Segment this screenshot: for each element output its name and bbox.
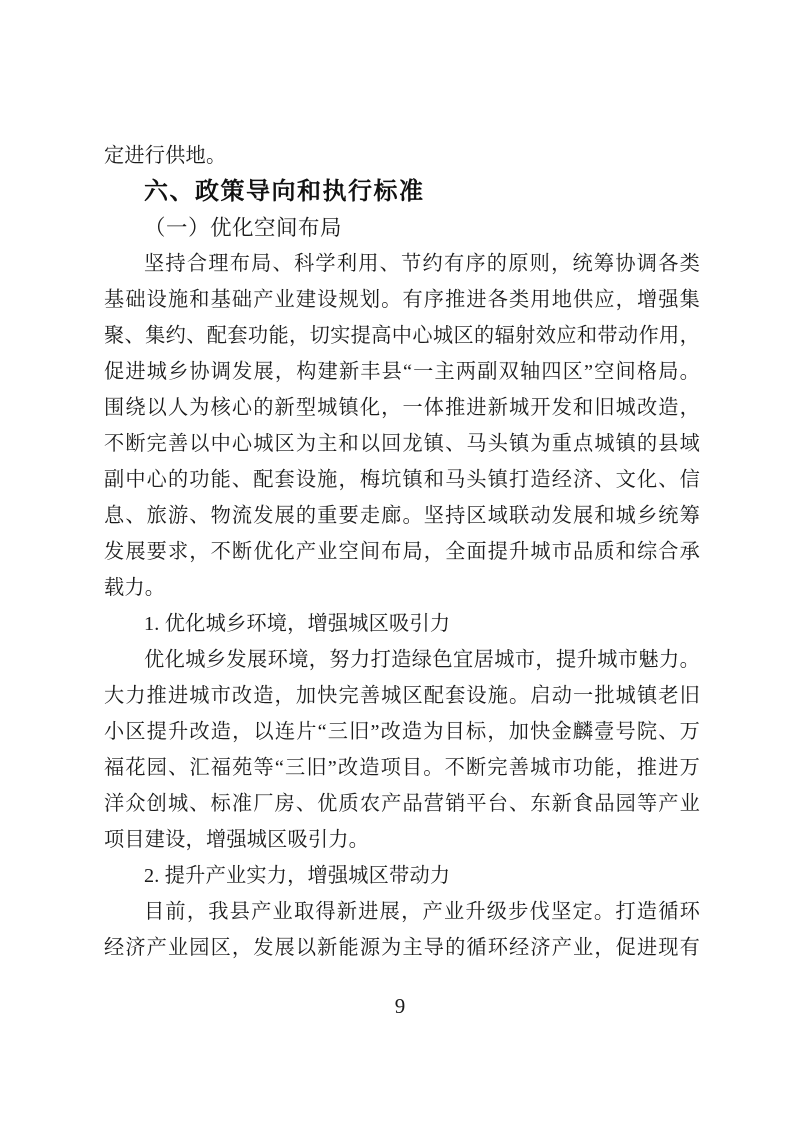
numbered-subheading: 2. 提升产业实力，增强城区带动力 — [144, 865, 451, 887]
text-line: 发展要求，不断优化产业空间布局，全面提升城市品质和综合承 — [104, 541, 700, 563]
text-line: 定进行供地。 — [104, 145, 227, 167]
text-line: 息、旅游、物流发展的重要走廊。坚持区域联动发展和城乡统筹 — [104, 505, 700, 527]
text-line: 聚、集约、配套功能，切实提高中心城区的辐射效应和带动作用， — [104, 325, 700, 347]
text-line: 基础设施和基础产业建设规划。有序推进各类用地供应，增强集 — [104, 289, 700, 311]
document-body — [104, 138, 700, 966]
text-line: 小区提升改造，以连片“三旧”改造为目标，加快金麟壹号院、万 — [104, 721, 700, 743]
text-line: 大力推进城市改造，加快完善城区配套设施。启动一批城镇老旧 — [104, 685, 700, 707]
text-line: 坚持合理布局、科学利用、节约有序的原则，统筹协调各类 — [144, 253, 700, 275]
text-line: 载力。 — [104, 577, 166, 599]
subsection-heading: （一）优化空间布局 — [144, 216, 343, 240]
text-line: 目前，我县产业取得新进展，产业升级步伐坚定。打造循环 — [144, 901, 700, 923]
section-heading: 六、政策导向和执行标准 — [144, 178, 425, 205]
text-line: 福花园、汇福苑等“三旧”改造项目。不断完善城市功能，推进万 — [104, 757, 700, 779]
page-number: 9 — [394, 994, 406, 1018]
text-line: 优化城乡发展环境，努力打造绿色宜居城市，提升城市魅力。 — [144, 649, 700, 671]
numbered-subheading: 1. 优化城乡环境，增强城区吸引力 — [144, 613, 451, 635]
text-line: 不断完善以中心城区为主和以回龙镇、马头镇为重点城镇的县域 — [104, 433, 700, 455]
text-line: 项目建设，增强城区吸引力。 — [104, 829, 370, 851]
text-line: 围绕以人为核心的新型城镇化，一体推进新城开发和旧城改造， — [104, 397, 700, 419]
text-line: 洋众创城、标准厂房、优质农产品营销平台、东新食品园等产业 — [104, 793, 700, 815]
text-line: 副中心的功能、配套设施，梅坑镇和马头镇打造经济、文化、信 — [104, 469, 700, 491]
text-line: 促进城乡协调发展，构建新丰县“一主两副双轴四区”空间格局。 — [104, 361, 700, 383]
text-line: 经济产业园区，发展以新能源为主导的循环经济产业，促进现有 — [104, 937, 700, 959]
